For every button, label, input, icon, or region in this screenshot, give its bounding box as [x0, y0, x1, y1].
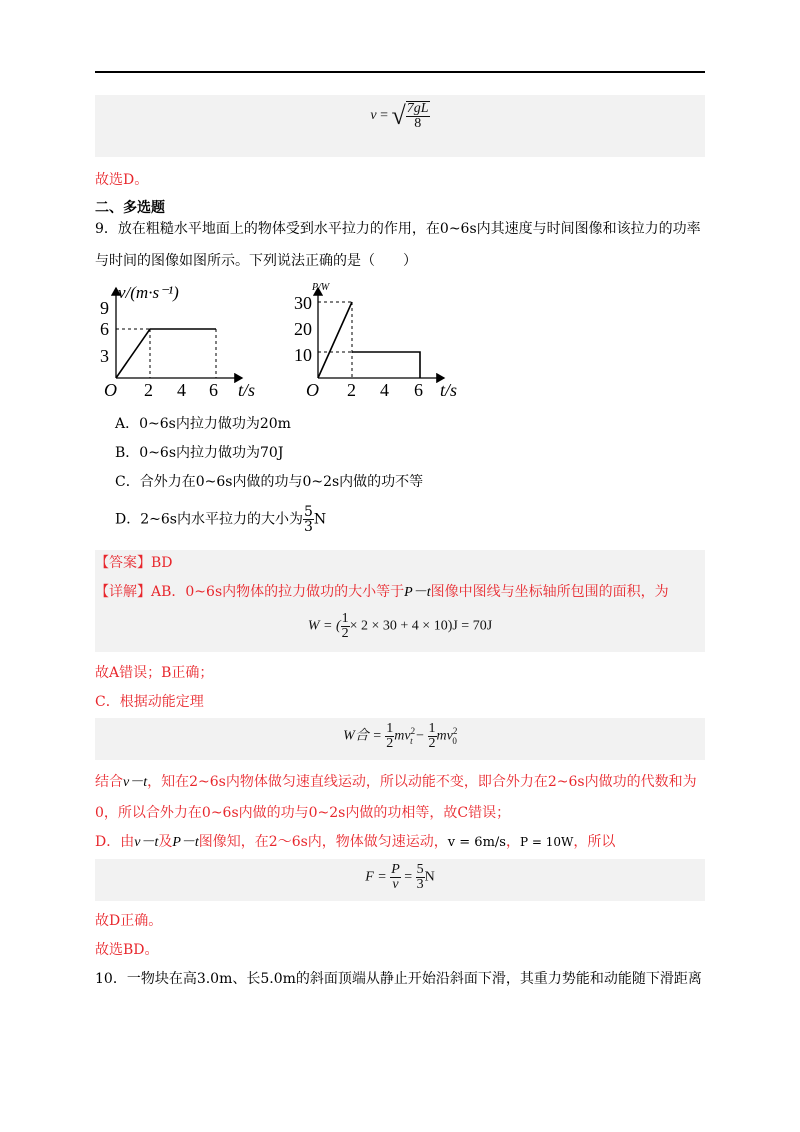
line-ab: 故A错误；B正确；: [95, 665, 214, 681]
formula-box-f: [95, 859, 705, 901]
line-c1-a: 结合: [95, 774, 123, 790]
line-c1: [95, 772, 697, 793]
pt-graph: [292, 280, 492, 405]
vt-xtick-6: 6: [209, 380, 218, 400]
option-d[interactable]: [115, 505, 326, 534]
f-frac1: [390, 863, 401, 892]
formula-w-lhs: W = (: [307, 618, 341, 634]
formula-w-den: 2: [341, 626, 349, 641]
ke-sup2: 2: [452, 726, 458, 737]
radicand-num: 7gL: [406, 101, 429, 116]
ke-minus: −: [416, 728, 425, 744]
line-d-pt: P－t: [172, 835, 199, 850]
f-eq: =: [404, 869, 413, 885]
line-d-end: 故D正确。: [95, 913, 163, 929]
vt-xtick-2: 2: [144, 380, 153, 400]
pt-ramp: [318, 302, 352, 378]
line-d-b: 图像知，在2～6s内，物体做匀速运动，: [198, 834, 448, 850]
f-n2: 5: [416, 862, 424, 877]
detail-suffix: 图像中图线与坐标轴所包围的面积，为: [430, 584, 669, 600]
pt-x-label: t/s: [440, 380, 458, 400]
line-d-and: 及: [158, 834, 173, 850]
vt-line: [116, 329, 216, 378]
formula-w-rest: × 2 × 30 + 4 × 10)J = 70J: [349, 618, 493, 634]
vt-xtick-4: 4: [177, 380, 186, 400]
ke-sup1: 2: [410, 726, 416, 737]
prev-choice: 故选D。: [95, 172, 149, 188]
radicand-den: 8: [414, 116, 422, 131]
vt-origin: O: [104, 380, 117, 400]
ke-frac1: [385, 722, 394, 751]
ke-t1: mv: [394, 728, 411, 744]
vt-ytick-6: 6: [100, 319, 109, 339]
line-d-v: v = 6m/s: [447, 835, 506, 850]
f-d2: 3: [416, 877, 424, 892]
ke-d1: 2: [386, 736, 394, 751]
pt-xtick-4: 4: [380, 380, 389, 400]
formula-box-prev: [95, 95, 705, 157]
option-c[interactable]: C．合外力在0~6s内做的功与0~2s内做的功不等: [115, 474, 424, 490]
option-d-prefix: D．2~6s内水平拉力的大小为: [115, 511, 303, 528]
formula-ke-lhs: W合 =: [343, 728, 382, 744]
vt-graph: [92, 280, 292, 405]
vt-y-label: v/(m·s⁻¹): [118, 283, 179, 302]
option-d-unit: N: [313, 511, 327, 528]
option-d-num: 5: [303, 504, 313, 520]
q9-stem-line1: 9．放在粗糙水平地面上的物体受到水平拉力的作用，在0~6s内其速度与时间图像和该拉力的功率: [95, 221, 701, 237]
pt-y-label: P/W: [312, 282, 330, 293]
detail-line: [95, 582, 669, 603]
line-d-p: P = 10W: [519, 835, 574, 849]
detail-pt: P－t: [404, 585, 431, 600]
formula-v-lhs: v: [370, 108, 377, 124]
line-d-sep: ，: [505, 834, 520, 850]
ke-t2: mv: [436, 728, 453, 744]
formula-work: [0, 612, 800, 641]
vt-ytick-9: 9: [100, 298, 109, 318]
formula-w-frac: [341, 612, 350, 641]
q10-stem-line1: 10．一物块在高3.0m、长5.0m的斜面顶端从静止开始沿斜面下滑，其重力势能和动能随下滑距离: [95, 971, 702, 987]
f-d1: v: [392, 877, 399, 892]
sqrt-sign: √: [391, 101, 406, 130]
f-unit: N: [424, 869, 435, 885]
pt-flat: [352, 352, 420, 378]
pt-origin: O: [306, 380, 319, 400]
formula-box-ke: [95, 718, 705, 760]
ke-d2: 2: [428, 736, 436, 751]
option-b[interactable]: B．0~6s内拉力做功为70J: [115, 445, 284, 461]
line-c1-b: ，知在2~6s内物体做匀速直线运动，所以动能不变，即合外力在2~6s内做功的代数和为: [147, 774, 697, 790]
formula-ke: [95, 722, 705, 751]
ke-sub2: 0: [452, 735, 457, 746]
final-choice: 故选BD。: [95, 942, 159, 958]
section-heading: 二、多选题: [95, 200, 165, 216]
vt-x-label: t/s: [238, 380, 256, 400]
header-rule: [95, 71, 705, 73]
f-n1: P: [391, 862, 400, 877]
formula-v: [95, 101, 705, 131]
option-d-den: 3: [303, 519, 313, 535]
option-d-fraction: [303, 505, 314, 534]
pt-ytick-20: 20: [294, 319, 312, 339]
f-frac2: [416, 863, 425, 892]
answer-label: 【答案】BD: [95, 555, 173, 571]
line-c2: 0，所以合外力在0~6s内做的功与0~2s内做的功相等，故C错误；: [95, 805, 511, 821]
pt-xtick-2: 2: [347, 380, 356, 400]
line-c-head: C．根据动能定理: [95, 694, 204, 710]
formula-f: [95, 863, 705, 892]
pt-ytick-30: 30: [294, 293, 312, 313]
ke-n2: 1: [428, 721, 436, 736]
option-a[interactable]: A．0~6s内拉力做功为20m: [115, 416, 291, 432]
formula-w-num: 1: [341, 611, 349, 626]
ke-frac2: [428, 722, 437, 751]
formula-v-eq: =: [380, 108, 389, 124]
line-c1-vt: v－t: [123, 775, 148, 790]
line-d-c: ，所以: [573, 834, 616, 850]
vt-ytick-3: 3: [100, 346, 109, 366]
pt-ytick-10: 10: [294, 345, 312, 365]
detail-prefix: 【详解】AB．0~6s内物体的拉力做功的大小等于: [95, 584, 405, 600]
ke-sub1: t: [410, 735, 413, 746]
sqrt-fraction: [406, 101, 430, 131]
line-d-a: D．由: [95, 834, 135, 850]
ke-n1: 1: [386, 721, 394, 736]
formula-f-lhs: F =: [365, 869, 387, 885]
q9-stem-line2: 与时间的图像如图所示。下列说法正确的是（ ）: [95, 253, 417, 269]
pt-xtick-6: 6: [414, 380, 423, 400]
line-d: [95, 832, 615, 853]
line-d-vt: v－t: [134, 835, 159, 850]
